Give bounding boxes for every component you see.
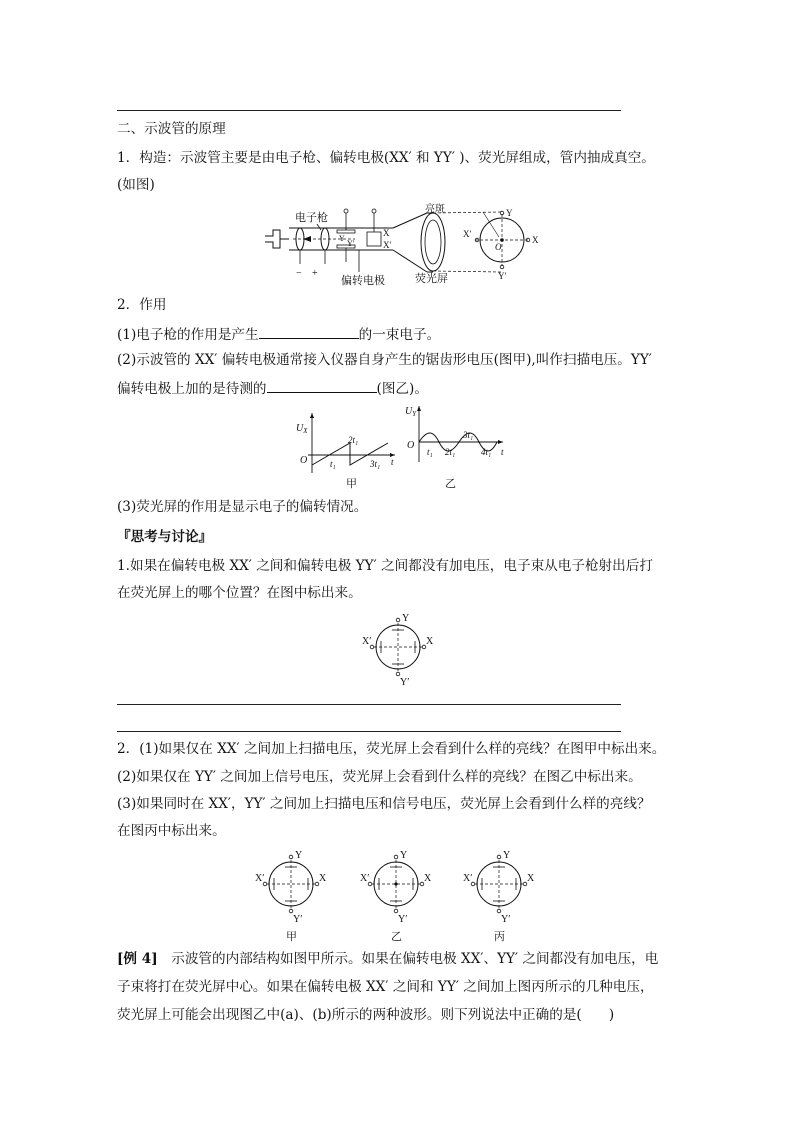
function-item-2-line1: (2)示波管的 XX′ 偏转电极通常接入仪器自身产生的锯齿形电压(图甲),叫作扫描电压。YY′: [117, 352, 652, 368]
q1-y-prime-label: Y′: [400, 677, 410, 688]
screen-caption-jia: 甲: [286, 931, 297, 943]
example-line3: 荧光屏上可能会出现图乙中(a)、(b)所示的两种波形。则下列说法中正确的是( ): [117, 1007, 615, 1023]
bing-screen-x-prime: X′: [463, 873, 473, 884]
screen-y-label: Y: [506, 208, 513, 218]
section-title: 二、示波管的原理: [117, 121, 226, 137]
jia-screen-x-prime: X′: [255, 873, 265, 884]
screen-y-prime-label: Y′: [498, 271, 507, 281]
plus-sign: +: [312, 268, 318, 279]
gun-label: 电子枪: [295, 212, 328, 224]
x-prime-plate-label: X′: [383, 240, 392, 250]
waveform-figure-jia: [290, 405, 400, 490]
example-tag: [例 4]: [117, 951, 158, 967]
bing-screen-y: Y: [503, 850, 511, 861]
top-rule: [117, 110, 621, 111]
function-item-2-before: 偏转电极上加的是待测的: [117, 381, 267, 397]
question-2-line2: (2)如果仅在 YY′ 之间加上信号电压，荧光屏上会看到什么样的亮线？在图乙中标出来。: [117, 769, 642, 785]
jia-screen-y: Y: [295, 850, 303, 861]
question-1-line1: 1.如果在偏转电极 XX′ 之间和偏转电极 YY′ 之间都没有加电压，电子束从电子枪射出后打: [117, 558, 653, 574]
screen-label: 荧光屏: [415, 273, 448, 285]
screen-jia[interactable]: [255, 845, 327, 943]
yi-ylabel: $U_Y$: [405, 406, 417, 418]
answer-blank-1[interactable]: [259, 324, 359, 339]
jia-screen-x: X: [319, 873, 327, 884]
jia-ylabel: $U_X$: [296, 423, 308, 435]
jia-t3: 3t₁: [370, 459, 381, 469]
screen-yi[interactable]: [360, 845, 432, 943]
question-2-line3: (3)如果同时在 XX′，YY′ 之间加上扫描电压和信号电压，荧光屏上会看到什么样的亮线？: [117, 796, 651, 812]
yi-caption: 乙: [445, 478, 456, 490]
spot-label: 亮斑: [425, 204, 445, 215]
yi-t: t: [501, 447, 504, 457]
screen-caption-yi: 乙: [391, 931, 402, 943]
yi-screen-y: Y: [400, 850, 408, 861]
function-item-2-after: (图乙)。: [376, 381, 428, 397]
waveform-figure-yi: [405, 400, 510, 490]
screen-x-label: X: [532, 235, 539, 245]
example-line1-text: 示波管的内部结构如图甲所示。如果在偏转电极 XX′、YY′ 之间都没有加电压，电: [157, 951, 659, 967]
function-item-2-line2: [117, 378, 428, 398]
screen-caption-bing: 丙: [494, 931, 505, 943]
function-item-1-after: 的一束电子。: [358, 327, 441, 343]
oscilloscope-tube-figure: [255, 200, 545, 290]
bing-screen-x: X: [527, 873, 535, 884]
yi-screen-x-prime: X′: [360, 873, 370, 884]
yi-t3: 3t₁: [463, 430, 474, 440]
function-title: 2．作用: [117, 297, 167, 313]
discuss-title: 『思考与讨论』: [117, 529, 213, 545]
y-prime-plate-label: Y′: [347, 239, 355, 248]
paragraph-construction-line2: (如图): [117, 177, 155, 193]
jia-t: t: [391, 457, 394, 467]
function-item-3: (3)荧光屏的作用是显示电子的偏转情况。: [117, 499, 368, 515]
yi-t1: t₁: [427, 447, 433, 457]
q1-x-label: X: [426, 636, 434, 647]
answer-blank-2[interactable]: [267, 378, 377, 393]
function-item-1: [117, 324, 440, 344]
screen-x-prime-label: X′: [463, 229, 472, 239]
q1-y-label: Y: [402, 613, 410, 624]
paragraph-construction-line1: 1．构造：示波管主要是由电子枪、偏转电极(XX′ 和 YY′ )、荧光屏组成，管内抽成真空。: [117, 150, 655, 166]
question-1-screen[interactable]: [362, 608, 434, 686]
example-line1: [117, 950, 658, 968]
jia-origin: O: [300, 455, 308, 466]
deflect-label: 偏转电极: [341, 275, 385, 287]
question-2-line1: 2．(1)如果仅在 XX′ 之间加上扫描电压，荧光屏上会看到什么样的亮线？在图甲中标出来。: [117, 741, 666, 757]
question-2-line4: 在图丙中标出来。: [117, 823, 226, 839]
answer-line-1[interactable]: [117, 704, 621, 705]
minus-sign: −: [296, 268, 302, 279]
yi-origin: O: [407, 440, 415, 451]
bing-screen-y-prime: Y′: [501, 914, 511, 925]
q1-x-prime-label: X′: [362, 636, 372, 647]
x-plate-label: X: [383, 228, 390, 238]
function-item-1-before: (1)电子枪的作用是产生: [117, 327, 259, 343]
yi-screen-x: X: [424, 873, 432, 884]
jia-t2: 2t₁: [348, 435, 359, 445]
yi-t4: 4t₁: [481, 447, 492, 457]
answer-line-2[interactable]: [117, 731, 621, 732]
screen-origin-label: O: [495, 242, 502, 252]
screen-bing[interactable]: [463, 845, 535, 943]
yi-screen-y-prime: Y′: [398, 914, 408, 925]
jia-caption: 甲: [346, 478, 357, 490]
yi-t2: 2t₁: [445, 447, 456, 457]
jia-t1: t₁: [330, 459, 336, 469]
jia-screen-y-prime: Y′: [293, 914, 303, 925]
y-plate-label: Y: [339, 234, 345, 243]
question-1-line2: 在荧光屏上的哪个位置？在图中标出来。: [117, 585, 362, 601]
example-line2: 子束将打在荧光屏中心。如果在偏转电极 XX′ 之间和 YY′ 之间加上图丙所示的几种电压，: [117, 979, 654, 995]
